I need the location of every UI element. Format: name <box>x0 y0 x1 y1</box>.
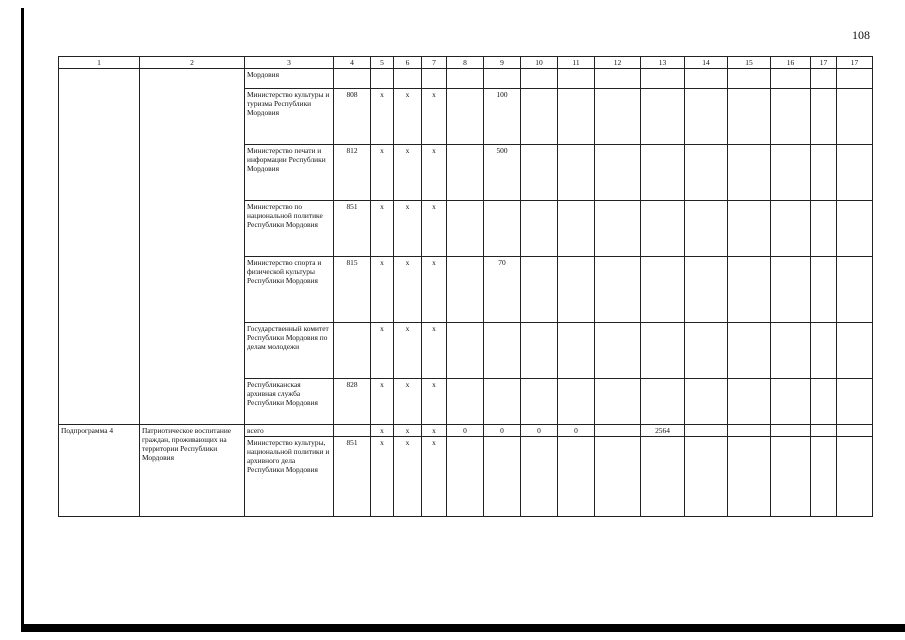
scan-left-border <box>21 8 24 632</box>
cell-c14 <box>685 145 728 201</box>
budget-table <box>58 56 873 517</box>
cell-c11 <box>558 257 595 323</box>
cell-c9: 70 <box>484 257 521 323</box>
code-cell: 815 <box>334 257 371 323</box>
cell-c11 <box>558 69 595 89</box>
cell-c17b <box>837 89 873 145</box>
cell-c6: х <box>394 145 422 201</box>
col-header-8: 8 <box>447 57 484 69</box>
col-header-11: 11 <box>558 57 595 69</box>
cell-c6: х <box>394 89 422 145</box>
cell-c15 <box>728 425 771 437</box>
cell-c6 <box>394 69 422 89</box>
cell-c8 <box>447 69 484 89</box>
cell-c7: х <box>422 425 447 437</box>
cell-c14 <box>685 379 728 425</box>
cell-c16 <box>771 323 811 379</box>
cell-c16 <box>771 201 811 257</box>
cell-c14 <box>685 437 728 517</box>
cell-c7: х <box>422 145 447 201</box>
cell-c8 <box>447 323 484 379</box>
executor-name: Мордовия <box>245 69 334 89</box>
cell-c7: х <box>422 379 447 425</box>
executor-name: Республиканская архивная служба Республики Мордовия <box>245 379 334 425</box>
cell-c15 <box>728 323 771 379</box>
executor-name: Министерство печати и информации Республики Мордовия <box>245 145 334 201</box>
cell-c8 <box>447 257 484 323</box>
col-header-10: 10 <box>521 57 558 69</box>
cell-c17b <box>837 69 873 89</box>
scan-bottom-border <box>21 624 905 632</box>
code-cell <box>334 323 371 379</box>
cell-c9 <box>484 323 521 379</box>
executor-name: Государственный комитет Республики Мордовия по делам молодежи <box>245 323 334 379</box>
col-header-13: 13 <box>641 57 685 69</box>
cell-c11 <box>558 323 595 379</box>
code-cell <box>334 425 371 437</box>
cell-c8 <box>447 437 484 517</box>
cell-c7: х <box>422 89 447 145</box>
cell-c7: х <box>422 257 447 323</box>
cell-c9: 500 <box>484 145 521 201</box>
cell-c15 <box>728 437 771 517</box>
cell-c13 <box>641 145 685 201</box>
cell-c16 <box>771 257 811 323</box>
cell-c10 <box>521 379 558 425</box>
cell-c10 <box>521 437 558 517</box>
cell-c13 <box>641 201 685 257</box>
cell-c9 <box>484 201 521 257</box>
cell-c17 <box>811 145 837 201</box>
subprogram-total-row <box>59 425 873 437</box>
cell-c14 <box>685 257 728 323</box>
executor-name: Министерство спорта и физической культуры Республики Мордовия <box>245 257 334 323</box>
cell-c11: 0 <box>558 425 595 437</box>
cell-c9 <box>484 69 521 89</box>
cell-c17 <box>811 379 837 425</box>
cell-c10 <box>521 323 558 379</box>
cell-c16 <box>771 89 811 145</box>
cell-c7: х <box>422 437 447 517</box>
cell-c6: х <box>394 437 422 517</box>
code-cell: 812 <box>334 145 371 201</box>
cell-c9 <box>484 379 521 425</box>
cell-c12 <box>595 323 641 379</box>
cell-c6: х <box>394 323 422 379</box>
cell-c10: 0 <box>521 425 558 437</box>
cell-c16 <box>771 145 811 201</box>
cell-c12 <box>595 69 641 89</box>
cell-c11 <box>558 437 595 517</box>
cell-empty <box>59 69 140 425</box>
cell-c6: х <box>394 425 422 437</box>
cell-c12 <box>595 425 641 437</box>
cell-c15 <box>728 257 771 323</box>
cell-c17 <box>811 425 837 437</box>
cell-c12 <box>595 89 641 145</box>
executor-name: Министерство по национальной политике Республики Мордовия <box>245 201 334 257</box>
cell-c14 <box>685 425 728 437</box>
col-header-3: 3 <box>245 57 334 69</box>
cell-c5: х <box>371 257 394 323</box>
cell-c5: х <box>371 145 394 201</box>
cell-c16 <box>771 437 811 517</box>
cell-c17b <box>837 257 873 323</box>
cell-c13: 2564 <box>641 425 685 437</box>
cell-c11 <box>558 379 595 425</box>
cell-c13 <box>641 437 685 517</box>
cell-c8 <box>447 379 484 425</box>
cell-c9: 100 <box>484 89 521 145</box>
code-cell: 828 <box>334 379 371 425</box>
cell-c13 <box>641 69 685 89</box>
cell-c5: х <box>371 201 394 257</box>
col-header-1: 1 <box>59 57 140 69</box>
cell-c8 <box>447 145 484 201</box>
cell-c17b <box>837 145 873 201</box>
executor-name: Министерство культуры, национальной политики и архивного дела Республики Мордовия <box>245 437 334 517</box>
cell-c15 <box>728 145 771 201</box>
col-header-7: 7 <box>422 57 447 69</box>
cell-c5 <box>371 69 394 89</box>
cell-c17b <box>837 323 873 379</box>
col-header-15: 15 <box>728 57 771 69</box>
cell-c5: х <box>371 323 394 379</box>
subprogram-title: Патриотическое воспитание граждан, проживающих на территории Республики Мордовия <box>140 425 245 517</box>
code-cell: 808 <box>334 89 371 145</box>
page-number: 108 <box>852 28 870 42</box>
cell-c14 <box>685 69 728 89</box>
col-header-17b: 17 <box>837 57 873 69</box>
cell-c13 <box>641 379 685 425</box>
col-header-5: 5 <box>371 57 394 69</box>
cell-c12 <box>595 201 641 257</box>
cell-c17 <box>811 257 837 323</box>
cell-c15 <box>728 201 771 257</box>
code-cell <box>334 69 371 89</box>
subprogram-label: Подпрограмма 4 <box>59 425 140 517</box>
cell-c5: х <box>371 437 394 517</box>
cell-c17 <box>811 69 837 89</box>
cell-c10 <box>521 257 558 323</box>
cell-c5: х <box>371 89 394 145</box>
code-cell: 851 <box>334 201 371 257</box>
cell-c7: х <box>422 323 447 379</box>
cell-c10 <box>521 201 558 257</box>
cell-c11 <box>558 201 595 257</box>
cell-c5: х <box>371 425 394 437</box>
cell-c12 <box>595 257 641 323</box>
cell-c17b <box>837 425 873 437</box>
cell-c11 <box>558 145 595 201</box>
col-header-17: 17 <box>811 57 837 69</box>
col-header-9: 9 <box>484 57 521 69</box>
cell-empty <box>140 69 245 425</box>
cell-c15 <box>728 89 771 145</box>
cell-c6: х <box>394 379 422 425</box>
header-row <box>59 57 873 69</box>
cell-c10 <box>521 89 558 145</box>
cell-c10 <box>521 145 558 201</box>
cell-c17b <box>837 201 873 257</box>
cell-c8 <box>447 201 484 257</box>
cell-c17 <box>811 323 837 379</box>
cell-c9: 0 <box>484 425 521 437</box>
col-header-6: 6 <box>394 57 422 69</box>
col-header-14: 14 <box>685 57 728 69</box>
cell-c15 <box>728 379 771 425</box>
cell-c16 <box>771 425 811 437</box>
cell-c6: х <box>394 201 422 257</box>
cell-c12 <box>595 437 641 517</box>
cell-c12 <box>595 145 641 201</box>
cell-c13 <box>641 257 685 323</box>
cell-c14 <box>685 89 728 145</box>
cell-c13 <box>641 89 685 145</box>
cell-c9 <box>484 437 521 517</box>
cell-c14 <box>685 323 728 379</box>
cell-c14 <box>685 201 728 257</box>
cell-c15 <box>728 69 771 89</box>
cell-c13 <box>641 323 685 379</box>
cell-c17 <box>811 201 837 257</box>
cell-c17 <box>811 89 837 145</box>
cell-c8: 0 <box>447 425 484 437</box>
cell-c5: х <box>371 379 394 425</box>
col-header-2: 2 <box>140 57 245 69</box>
col-header-4: 4 <box>334 57 371 69</box>
cell-c17 <box>811 437 837 517</box>
cell-c16 <box>771 379 811 425</box>
total-label: всего <box>245 425 334 437</box>
cell-c12 <box>595 379 641 425</box>
cell-c17b <box>837 437 873 517</box>
cell-c11 <box>558 89 595 145</box>
cell-c8 <box>447 89 484 145</box>
table-row <box>59 69 873 89</box>
cell-c7 <box>422 69 447 89</box>
executor-name: Министерство культуры и туризма Республики Мордовия <box>245 89 334 145</box>
col-header-16: 16 <box>771 57 811 69</box>
cell-c6: х <box>394 257 422 323</box>
cell-c17b <box>837 379 873 425</box>
code-cell: 851 <box>334 437 371 517</box>
cell-c10 <box>521 69 558 89</box>
col-header-12: 12 <box>595 57 641 69</box>
cell-c16 <box>771 69 811 89</box>
cell-c7: х <box>422 201 447 257</box>
